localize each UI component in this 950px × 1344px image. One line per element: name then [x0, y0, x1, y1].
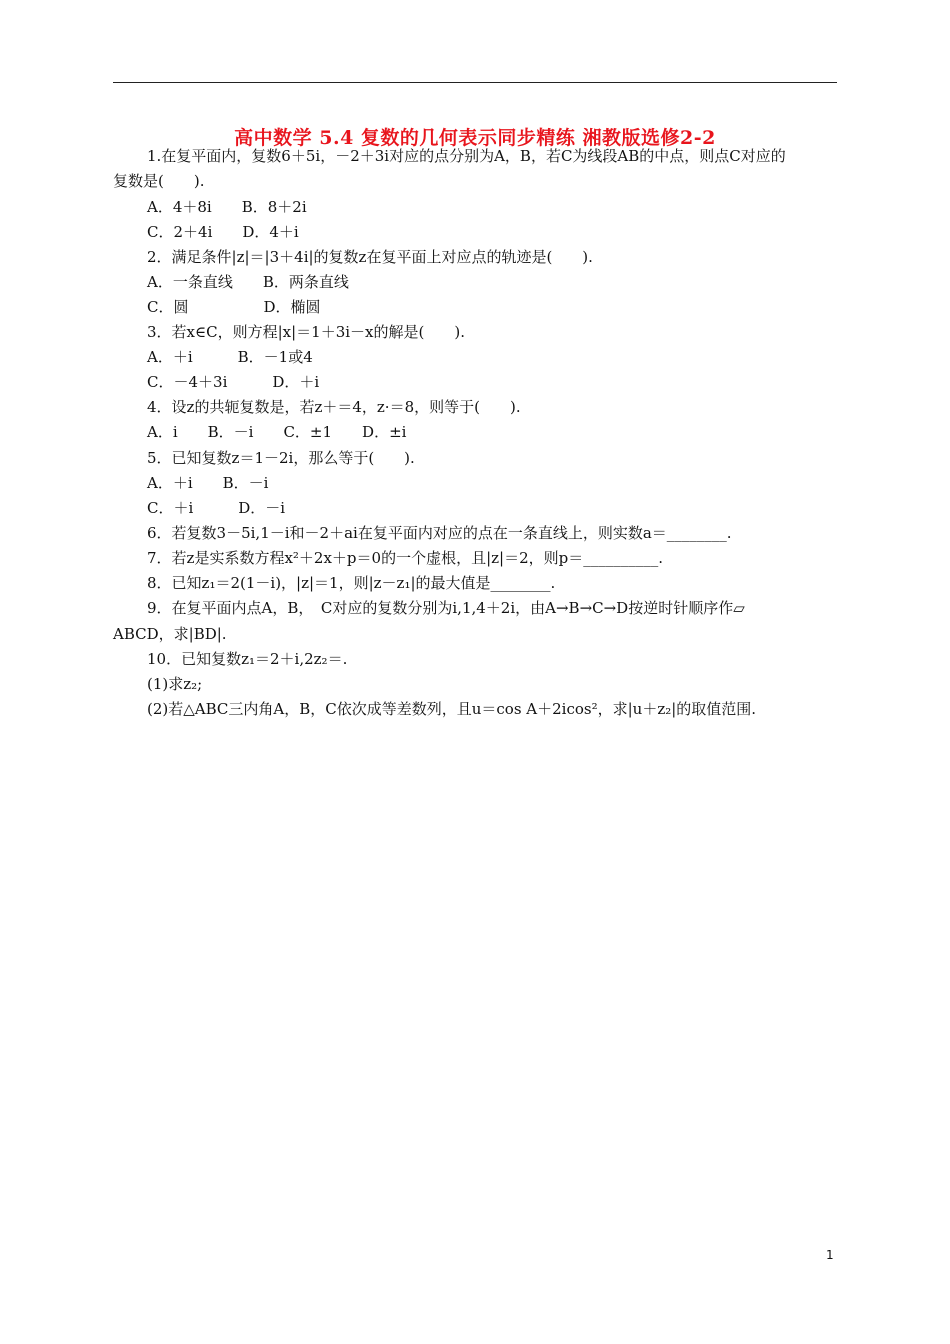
q3-stem: 3．若x∈C，则方程|x|＝1＋3i－x的解是( ). — [147, 323, 465, 341]
q5-options-ab: A．＋i B．－i — [147, 474, 269, 492]
q10-part1: (1)求z₂; — [147, 675, 203, 693]
q5-stem: 5．已知复数z＝1－2i，那么等于( ). — [147, 449, 415, 467]
q9-stem-line1: 9．在复平面内点A，B， C对应的复数分别为i,1,4＋2i，由A→B→C→D按逆时针顺序作▱ — [147, 599, 745, 617]
q1-options-cd: C．2＋4i D．4＋i — [147, 223, 299, 241]
q10-stem: 10．已知复数z₁＝2＋i,2z₂＝. — [147, 650, 348, 668]
q8-stem: 8．已知z₁＝2(1－i)，|z|＝1，则|z－z₁|的最大值是________. — [147, 574, 556, 592]
q1-options-ab: A．4＋8i B．8＋2i — [147, 198, 307, 216]
q4-stem: 4．设z的共轭复数是，若z＋＝4，z·＝8，则等于( ). — [147, 398, 521, 416]
q7-stem: 7．若z是实系数方程x²＋2x＋p＝0的一个虚根，且|z|＝2，则p＝__________. — [147, 549, 663, 567]
q3-options-ab: A．＋i B．－1或4 — [147, 348, 313, 366]
document-title: 高中数学 5.4 复数的几何表示同步精练 湘教版选修2-2 — [234, 127, 716, 149]
header-rule — [113, 82, 837, 83]
q3-options-cd: C．－4＋3i D．＋i — [147, 373, 320, 391]
q2-stem: 2．满足条件|z|＝|3＋4i|的复数z在复平面上对应点的轨迹是( ). — [147, 248, 593, 266]
q1-stem-line1: 1.在复平面内，复数6＋5i，－2＋3i对应的点分别为A，B，若C为线段AB的中点，则点C对应的 — [147, 147, 786, 165]
q10-part2: (2)若△ABC三内角A，B，C依次成等差数列，且u＝cos A＋2icos²，求|u＋z₂|的取值范围. — [147, 700, 757, 718]
q2-options-ab: A．一条直线 B．两条直线 — [147, 273, 349, 291]
q5-options-cd: C．＋i D．－i — [147, 499, 286, 517]
q1-stem-line2: 复数是( ). — [113, 172, 205, 190]
q6-stem: 6．若复数3－5i,1－i和－2＋ai在复平面内对应的点在一条直线上，则实数a＝________. — [147, 524, 732, 542]
q9-stem-line2: ABCD，求|BD|. — [113, 625, 227, 643]
q2-options-cd: C．圆 D．椭圆 — [147, 298, 321, 316]
page-number: 1 — [826, 1248, 834, 1262]
q4-options: A．i B．－i C．±1 D．±i — [147, 423, 407, 441]
